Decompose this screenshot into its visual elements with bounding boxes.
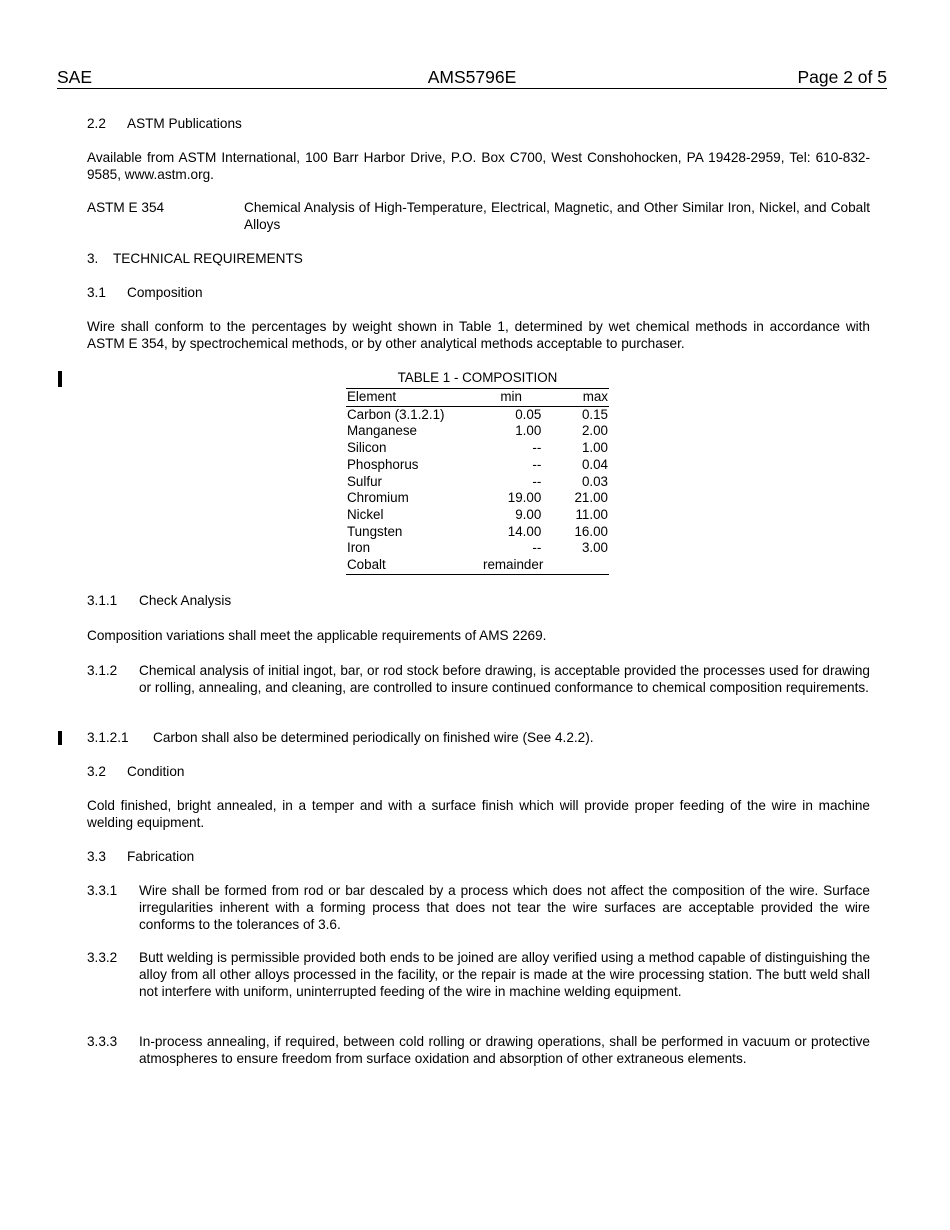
- max-cell: 11.00: [575, 506, 608, 522]
- section-number: 3.: [87, 251, 99, 266]
- max-cell: 2.00: [581, 423, 608, 439]
- table-row: [346, 490, 609, 507]
- section-number: 3.3.2: [87, 950, 118, 965]
- min-cell: --: [532, 440, 542, 456]
- section-number: 3.1.2: [87, 663, 118, 678]
- astm-reference: [87, 200, 870, 234]
- element-cell: Sulfur: [347, 473, 382, 489]
- revision-bar: [58, 731, 62, 745]
- element-cell: Iron: [347, 540, 371, 556]
- section-3-3-3: [87, 1034, 870, 1070]
- section-3-2-heading: [87, 764, 185, 781]
- header-doc-number: AMS5796E: [427, 67, 517, 87]
- section-3-1-1-heading: [87, 593, 232, 610]
- section-3-1-heading: [87, 285, 203, 302]
- table-row: [346, 540, 609, 557]
- min-cell: 9.00: [515, 506, 542, 522]
- section-3-heading: [87, 251, 303, 268]
- section-title: Check Analysis: [139, 593, 232, 608]
- element-cell: Chromium: [347, 490, 409, 506]
- section-3-3-heading: [87, 849, 195, 866]
- astm-availability-text: Available from ASTM International, 100 Barr Harbor Drive, P.O. Box C700, West Conshohocken, PA 19428-2959, Tel: 610-832-9585, www.astm.org.: [87, 150, 870, 182]
- astm-reference-code: ASTM E 354: [87, 200, 165, 215]
- min-cell: --: [532, 456, 542, 472]
- table-row: [346, 440, 609, 457]
- section-title: Composition: [127, 285, 203, 300]
- column-header: Element: [346, 389, 480, 406]
- composition-text: Wire shall conform to the percentages by weight shown in Table 1, determined by wet chemical methods in accordance with ASTM E 354, by spectrochemical methods, or by other analytical methods acceptable to purchaser.: [87, 319, 870, 351]
- table-row: [346, 406, 609, 423]
- section-number: 3.2: [87, 764, 106, 779]
- element-cell: Tungsten: [347, 523, 403, 539]
- header-org: SAE: [57, 67, 93, 87]
- section-title: TECHNICAL REQUIREMENTS: [113, 251, 303, 266]
- table-row: [346, 457, 609, 474]
- min-cell: --: [532, 540, 542, 556]
- max-cell: 16.00: [574, 523, 608, 539]
- remainder-text: remainder: [483, 557, 544, 573]
- min-cell: 1.00: [515, 423, 542, 439]
- element-cell: Manganese: [347, 423, 417, 439]
- table-row: [346, 423, 609, 440]
- section-number: 3.3: [87, 849, 106, 864]
- section-text: Carbon shall also be determined periodically on finished wire (See 4.2.2).: [153, 730, 594, 745]
- column-header: max: [541, 389, 609, 406]
- element-cell: Cobalt: [346, 557, 480, 574]
- max-cell: 0.03: [581, 473, 608, 489]
- min-cell: 0.05: [515, 406, 542, 422]
- section-text: In-process annealing, if required, between cold rolling or drawing operations, shall be performed in vacuum or protective atmospheres to ensure freedom from surface oxidation and absorption of other extraneous elements.: [139, 1034, 870, 1066]
- min-cell: [480, 557, 544, 574]
- condition-text: Cold finished, bright annealed, in a temper and with a surface finish which will provide proper feeding of the wire in machine welding equipment.: [87, 798, 870, 830]
- header-page-number: Page 2 of 5: [797, 67, 887, 87]
- section-3-3-1: [87, 883, 870, 935]
- table-row: [346, 507, 609, 524]
- max-cell: 1.00: [581, 440, 608, 456]
- element-cell: Silicon: [347, 440, 387, 456]
- section-title: ASTM Publications: [127, 116, 242, 131]
- table-row: [346, 474, 609, 491]
- max-cell: 3.00: [581, 540, 608, 556]
- table-header-row: [346, 389, 609, 406]
- min-cell: --: [532, 473, 542, 489]
- section-number: 3.1.2.1: [87, 730, 129, 745]
- astm-reference-title: Chemical Analysis of High-Temperature, Electrical, Magnetic, and Other Similar Iron, Nickel, and Cobalt Alloys: [244, 200, 870, 232]
- max-cell: 0.04: [581, 456, 608, 472]
- composition-table: [346, 368, 609, 575]
- section-text: Wire shall be formed from rod or bar descaled by a process which does not affect the composition of the wire. Surface irregularities inherent with a forming process that does not tear the wire surfaces are acceptable provided the wire conforms to the tolerances of 3.6.: [139, 883, 870, 932]
- section-text: Chemical analysis of initial ingot, bar, or rod stock before drawing, is acceptable provided the processes used for drawing or rolling, annealing, and cleaning, are controlled to insure continued conformance to chemical composition requirements.: [139, 663, 870, 695]
- section-number: 3.3.1: [87, 883, 118, 898]
- max-cell: [541, 557, 609, 574]
- check-analysis-text: Composition variations shall meet the applicable requirements of AMS 2269.: [87, 628, 547, 643]
- page-header: [57, 67, 887, 89]
- column-header: min: [480, 389, 541, 406]
- section-text: Butt welding is permissible provided both ends to be joined are alloy verified using a method capable of distinguishing the alloy from all other alloys processed in the facility, or the repair is made at the wire processing station. The butt weld shall not interfere with uniform, uninterrupted feeding of the wire in machine welding equipment.: [139, 950, 870, 999]
- section-title: Fabrication: [127, 849, 195, 864]
- element-cell: Phosphorus: [347, 456, 419, 472]
- element-cell: Carbon (3.1.2.1): [347, 406, 445, 422]
- element-cell: Nickel: [347, 506, 384, 522]
- table-row: [346, 557, 609, 574]
- max-cell: 21.00: [574, 490, 608, 506]
- table-title: TABLE 1 - COMPOSITION: [346, 368, 609, 389]
- section-number: 3.3.3: [87, 1034, 118, 1049]
- max-cell: 0.15: [581, 406, 608, 422]
- section-number: 3.1: [87, 285, 106, 300]
- revision-bar: [58, 371, 62, 387]
- section-3-1-2: [87, 663, 870, 715]
- section-3-1-2-1: [87, 730, 870, 748]
- min-cell: 14.00: [507, 523, 542, 539]
- table-row: [346, 524, 609, 541]
- section-number: 3.1.1: [87, 593, 118, 608]
- section-title: Condition: [127, 764, 185, 779]
- min-cell: 19.00: [507, 490, 542, 506]
- section-2-2-heading: [87, 116, 242, 133]
- section-number: 2.2: [87, 116, 106, 131]
- section-3-3-2: [87, 950, 870, 1020]
